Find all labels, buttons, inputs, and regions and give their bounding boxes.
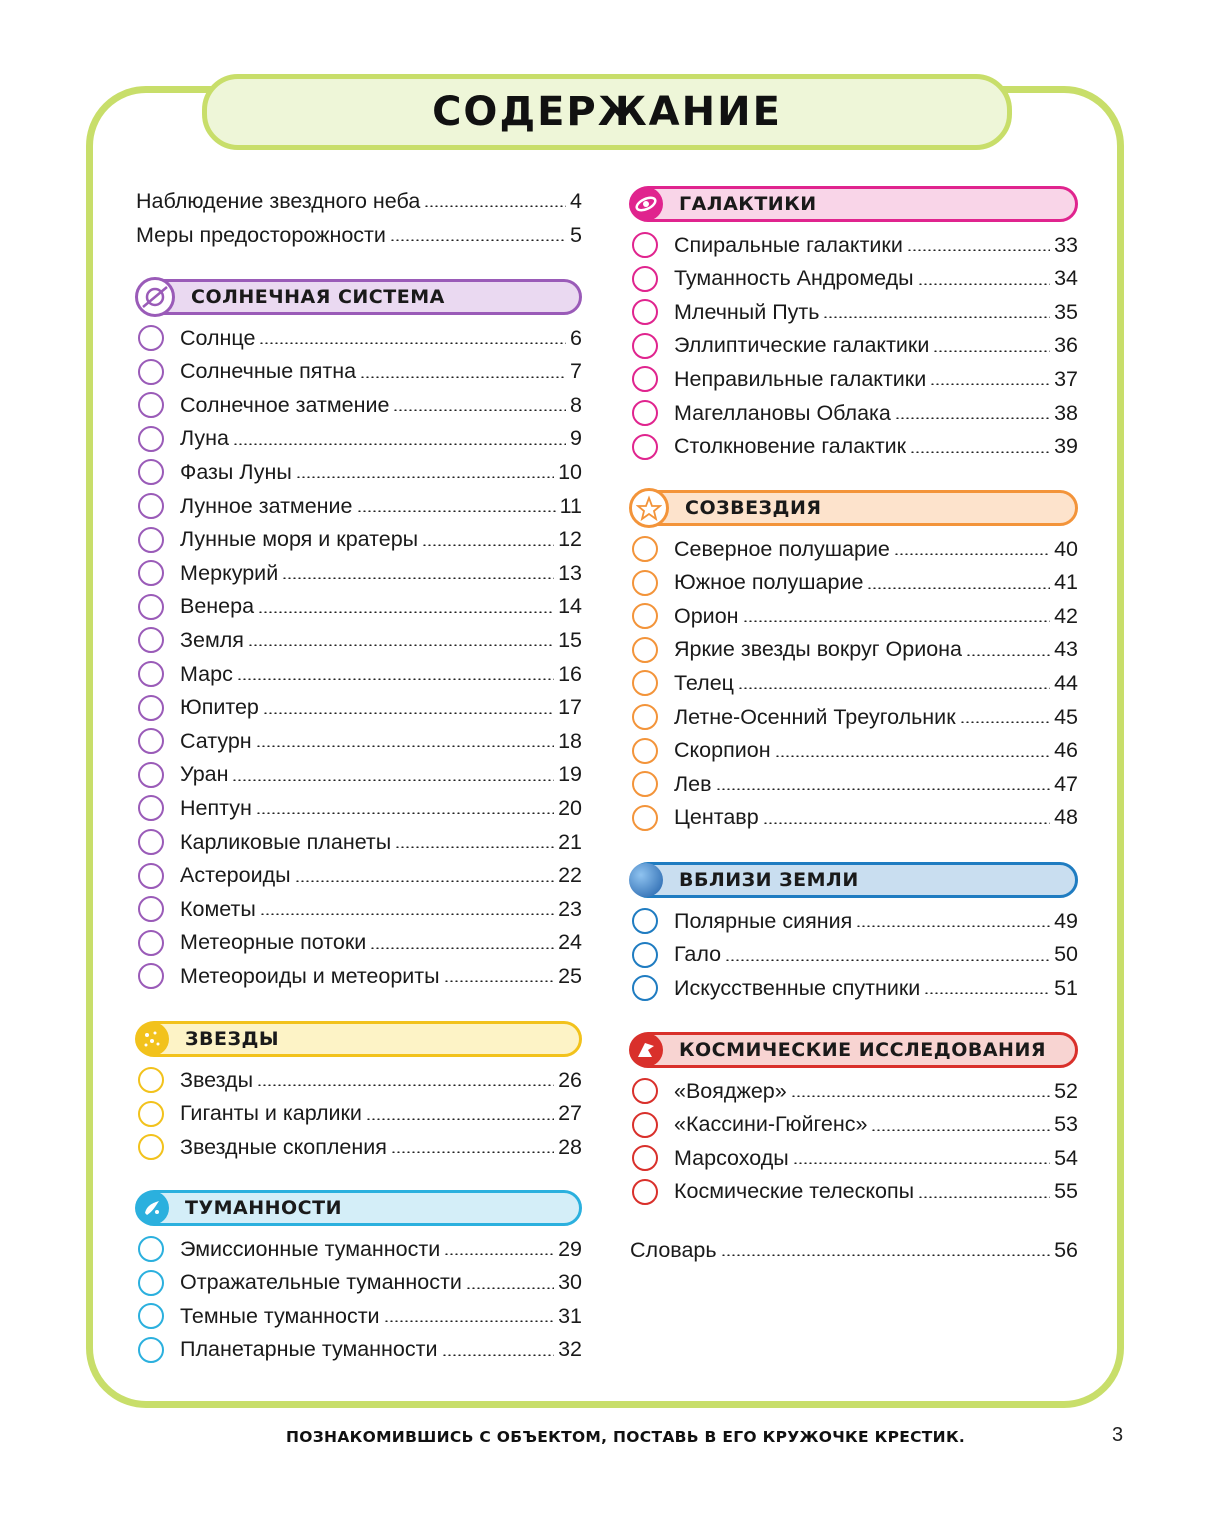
toc-checklist-entry[interactable]: [630, 767, 1078, 801]
leader-dots: [370, 947, 554, 949]
toc-checklist-entry[interactable]: [136, 926, 582, 960]
leader-dots: [390, 239, 566, 241]
checkbox-circle[interactable]: [138, 627, 164, 653]
checkbox-circle[interactable]: [632, 434, 658, 460]
leader-dots: [357, 510, 556, 512]
section-header-near-earth: [630, 862, 1078, 898]
leader-dots: [259, 342, 566, 344]
toc-checklist-entry[interactable]: [630, 566, 1078, 600]
toc-checklist-entry[interactable]: [136, 355, 582, 389]
checkbox-circle[interactable]: [138, 1134, 164, 1160]
entry-page: 31: [558, 1303, 582, 1328]
checkbox-circle[interactable]: [138, 695, 164, 721]
section-title: ТУМАННОСТИ: [185, 1197, 342, 1219]
entry-page: 29: [558, 1236, 582, 1261]
checkbox-circle[interactable]: [138, 963, 164, 989]
leader-dots: [424, 205, 566, 207]
entry-label: Яркие звезды вокруг Ориона: [674, 637, 963, 662]
leader-dots: [366, 1118, 554, 1120]
checkbox-circle[interactable]: [632, 670, 658, 696]
checkbox-circle[interactable]: [138, 359, 164, 385]
checkbox-circle[interactable]: [138, 795, 164, 821]
toc-checklist-entry[interactable]: [136, 724, 582, 758]
toc-checklist-entry[interactable]: [136, 623, 582, 657]
entry-label: Марсоходы: [674, 1145, 789, 1170]
entry-label: Отражательные туманности: [180, 1270, 462, 1295]
checkbox-circle[interactable]: [138, 930, 164, 956]
toc-checklist-entry[interactable]: [630, 1074, 1078, 1108]
page-number: 3: [1112, 1424, 1124, 1446]
leader-dots: [232, 779, 554, 781]
leader-dots: [296, 476, 554, 478]
toc-checklist-entry[interactable]: [136, 657, 582, 691]
toc-checklist-entry[interactable]: [630, 362, 1078, 396]
entry-page: 18: [558, 728, 582, 753]
entry-page: 44: [1054, 670, 1078, 695]
checkbox-circle[interactable]: [138, 1303, 164, 1329]
checkbox-circle[interactable]: [138, 594, 164, 620]
toc-checklist-entry[interactable]: [136, 859, 582, 893]
checkbox-circle[interactable]: [632, 637, 658, 663]
entry-label: Летне-Осенний Треугольник: [674, 704, 956, 729]
toc-checklist-entry[interactable]: [630, 532, 1078, 566]
entry-label: Звездные скопления: [180, 1134, 387, 1159]
entry-page: 17: [558, 695, 582, 720]
entry-page: 15: [558, 627, 582, 652]
entry-label: Млечный Путь: [674, 299, 820, 324]
leader-dots: [763, 822, 1050, 824]
toc-checklist-entry[interactable]: [136, 590, 582, 624]
checkbox-circle[interactable]: [632, 908, 658, 934]
toc-entry-safety[interactable]: [136, 218, 582, 252]
toc-checklist-entry[interactable]: [136, 892, 582, 926]
leader-dots: [384, 1320, 555, 1322]
entry-page: 35: [1054, 299, 1078, 324]
toc-entry-observation[interactable]: [136, 184, 582, 218]
page-title: СОДЕРЖАНИЕ: [432, 89, 782, 135]
right-column: [630, 184, 1078, 1384]
entry-page: 4: [570, 188, 582, 213]
section-title: ГАЛАКТИКИ: [679, 193, 817, 215]
entry-label: Планетарные туманности: [180, 1337, 438, 1362]
leader-dots: [867, 587, 1050, 589]
entry-label: Столкновение галактик: [674, 434, 907, 459]
entry-page: 9: [570, 426, 582, 451]
section-title: ЗВЕЗДЫ: [185, 1028, 280, 1050]
entry-label: Юпитер: [180, 695, 259, 720]
toc-checklist-entry[interactable]: [136, 556, 582, 590]
section-title: ВБЛИЗИ ЗЕМЛИ: [679, 869, 859, 891]
entry-label: Фазы Луны: [180, 459, 292, 484]
entry-page: 25: [558, 963, 582, 988]
entry-page: 43: [1054, 637, 1078, 662]
leader-dots: [391, 1151, 554, 1153]
leader-dots: [282, 577, 554, 579]
toc-entry-glossary[interactable]: [630, 1233, 1078, 1267]
leader-dots: [466, 1287, 554, 1289]
leader-dots: [910, 451, 1050, 453]
entry-label: Неправильные галактики: [674, 366, 927, 391]
leader-dots: [716, 788, 1051, 790]
toc-checklist-entry[interactable]: [136, 1097, 582, 1131]
toc-checklist-entry[interactable]: [136, 455, 582, 489]
title-banner: [202, 74, 1012, 150]
entry-label: Луна: [180, 426, 229, 451]
checkbox-circle[interactable]: [138, 829, 164, 855]
checkbox-circle[interactable]: [632, 1078, 658, 1104]
entry-page: 36: [1054, 333, 1078, 358]
leader-dots: [422, 544, 554, 546]
entry-label: Искусственные спутники: [674, 975, 921, 1000]
leader-dots: [966, 654, 1050, 656]
checkbox-circle[interactable]: [138, 493, 164, 519]
leader-dots: [933, 350, 1050, 352]
leader-dots: [256, 745, 554, 747]
entry-label: Марс: [180, 661, 233, 686]
leader-dots: [263, 712, 554, 714]
entry-label: Наблюдение звездного неба: [136, 188, 421, 213]
entry-label: Лунное затмение: [180, 493, 353, 518]
entry-page: 11: [559, 493, 582, 518]
toc-checklist-entry[interactable]: [630, 1175, 1078, 1209]
entry-page: 54: [1054, 1145, 1078, 1170]
leader-dots: [721, 1254, 1051, 1256]
checkbox-circle[interactable]: [138, 426, 164, 452]
toc-checklist-entry[interactable]: [136, 791, 582, 825]
entry-label: Магеллановы Облака: [674, 400, 891, 425]
toc-checklist-entry[interactable]: [136, 959, 582, 993]
entry-label: Сатурн: [180, 728, 252, 753]
toc-checklist-entry[interactable]: [630, 228, 1078, 262]
entry-label: Южное полушарие: [674, 570, 864, 595]
checkbox-circle[interactable]: [138, 896, 164, 922]
checkbox-circle[interactable]: [138, 325, 164, 351]
checkbox-circle[interactable]: [138, 863, 164, 889]
leader-dots: [256, 812, 554, 814]
footer-instruction: ПОЗНАКОМИВШИСЬ С ОБЪЕКТОМ, ПОСТАВЬ В ЕГО КРУЖОЧКЕ КРЕСТИК.: [286, 1428, 966, 1446]
leader-dots: [444, 1253, 554, 1255]
checkbox-circle[interactable]: [632, 1112, 658, 1138]
leader-dots: [360, 376, 566, 378]
entry-page: 8: [570, 392, 582, 417]
checkbox-circle[interactable]: [138, 527, 164, 553]
leader-dots: [260, 913, 554, 915]
entry-label: Телец: [674, 670, 734, 695]
checkbox-circle[interactable]: [138, 459, 164, 485]
entry-page: 41: [1054, 570, 1078, 595]
entry-label: Темные туманности: [180, 1303, 380, 1328]
leader-dots: [395, 846, 554, 848]
entry-page: 5: [570, 222, 582, 247]
checkbox-circle[interactable]: [632, 738, 658, 764]
entry-page: 34: [1054, 266, 1078, 291]
leader-dots: [791, 1095, 1050, 1097]
checkbox-circle[interactable]: [138, 1067, 164, 1093]
toc-checklist-entry[interactable]: [136, 758, 582, 792]
toc-checklist-entry[interactable]: [630, 700, 1078, 734]
checkbox-circle[interactable]: [632, 942, 658, 968]
checkbox-circle[interactable]: [632, 805, 658, 831]
leader-dots: [960, 721, 1050, 723]
entry-label: Центавр: [674, 805, 759, 830]
entry-page: 37: [1054, 366, 1078, 391]
entry-page: 10: [558, 459, 582, 484]
entry-label: Лев: [674, 771, 712, 796]
leader-dots: [393, 409, 566, 411]
star-cluster-icon: [135, 1022, 169, 1056]
entry-page: 50: [1054, 942, 1078, 967]
leader-dots: [793, 1162, 1050, 1164]
entry-page: 42: [1054, 603, 1078, 628]
toc-checklist-entry[interactable]: [136, 1063, 582, 1097]
entry-label: Спиральные галактики: [674, 232, 903, 257]
toc-checklist-entry[interactable]: [136, 1333, 582, 1367]
entry-page: 39: [1054, 434, 1078, 459]
spacecraft-icon: [629, 1033, 663, 1067]
checkbox-circle[interactable]: [632, 771, 658, 797]
leader-dots: [918, 283, 1050, 285]
constellation-icon: [629, 488, 669, 528]
checkbox-circle[interactable]: [632, 366, 658, 392]
checkbox-circle[interactable]: [632, 704, 658, 730]
section-header-galaxies: [630, 186, 1078, 222]
entry-page: 30: [558, 1270, 582, 1295]
checkbox-circle[interactable]: [138, 661, 164, 687]
leader-dots: [725, 959, 1050, 961]
entry-label: Кометы: [180, 896, 256, 921]
section-header-exploration: [630, 1032, 1078, 1068]
toc-checklist-entry[interactable]: [136, 1130, 582, 1164]
entry-page: 12: [558, 527, 582, 552]
entry-page: 55: [1054, 1179, 1078, 1204]
entry-label: Словарь: [630, 1237, 717, 1262]
entry-page: 21: [558, 829, 582, 854]
toc-checklist-entry[interactable]: [630, 801, 1078, 835]
entry-label: «Кассини-Гюйгенс»: [674, 1112, 868, 1137]
toc-checklist-entry[interactable]: [630, 904, 1078, 938]
toc-checklist-entry[interactable]: [630, 295, 1078, 329]
entry-label: Полярные сияния: [674, 908, 853, 933]
entry-page: 23: [558, 896, 582, 921]
entry-page: 38: [1054, 400, 1078, 425]
entry-label: Астероиды: [180, 863, 291, 888]
entry-page: 7: [570, 359, 582, 384]
entry-label: Солнце: [180, 325, 256, 350]
entry-label: Метеороиды и метеориты: [180, 963, 440, 988]
section-header-solar-system: [136, 279, 582, 315]
entry-label: Солнечное затмение: [180, 392, 390, 417]
section-header-nebulae: [136, 1190, 582, 1226]
checkbox-circle[interactable]: [138, 1236, 164, 1262]
checkbox-circle[interactable]: [632, 299, 658, 325]
checkbox-circle[interactable]: [632, 975, 658, 1001]
nebula-icon: [135, 1191, 169, 1225]
section-title: СОЗВЕЗДИЯ: [685, 497, 822, 519]
entry-label: Уран: [180, 762, 229, 787]
checkbox-circle[interactable]: [138, 1337, 164, 1363]
toc-checklist-entry[interactable]: [630, 1108, 1078, 1142]
entry-page: 52: [1054, 1078, 1078, 1103]
entry-label: Меркурий: [180, 560, 279, 585]
entry-label: Космические телескопы: [674, 1179, 915, 1204]
entry-page: 53: [1054, 1112, 1078, 1137]
entry-label: Венера: [180, 594, 255, 619]
planet-icon: [135, 277, 175, 317]
toc-checklist-entry[interactable]: [136, 1299, 582, 1333]
leader-dots: [895, 417, 1050, 419]
entry-label: Лунные моря и кратеры: [180, 527, 419, 552]
section-title: СОЛНЕЧНАЯ СИСТЕМА: [191, 286, 445, 308]
entry-label: Туманность Андромеды: [674, 266, 914, 291]
entry-label: Меры предосторожности: [136, 222, 386, 247]
entry-label: Скорпион: [674, 738, 771, 763]
checkbox-circle[interactable]: [632, 1179, 658, 1205]
entry-label: Гиганты и карлики: [180, 1101, 362, 1126]
toc-checklist-entry[interactable]: [136, 825, 582, 859]
checkbox-circle[interactable]: [632, 603, 658, 629]
leader-dots: [894, 553, 1050, 555]
toc-checklist-entry[interactable]: [630, 1141, 1078, 1175]
checkbox-circle[interactable]: [138, 728, 164, 754]
leader-dots: [871, 1129, 1050, 1131]
leader-dots: [237, 678, 554, 680]
leader-dots: [823, 316, 1050, 318]
earth-icon: [629, 863, 663, 897]
leader-dots: [444, 980, 554, 982]
entry-label: Северное полушарие: [674, 536, 890, 561]
leader-dots: [442, 1354, 555, 1356]
leader-dots: [743, 620, 1051, 622]
entry-page: 19: [558, 762, 582, 787]
leader-dots: [907, 249, 1050, 251]
toc-checklist-entry[interactable]: [630, 396, 1078, 430]
leader-dots: [257, 1084, 554, 1086]
entry-label: Карликовые планеты: [180, 829, 392, 854]
leader-dots: [918, 1196, 1050, 1198]
toc-checklist-entry[interactable]: [136, 691, 582, 725]
entry-page: 14: [558, 594, 582, 619]
toc-checklist-entry[interactable]: [136, 489, 582, 523]
toc-checklist-entry[interactable]: [630, 666, 1078, 700]
entry-page: 48: [1054, 805, 1078, 830]
checkbox-circle[interactable]: [632, 536, 658, 562]
entry-label: Метеорные потоки: [180, 930, 367, 955]
leader-dots: [258, 611, 554, 613]
entry-page: 26: [558, 1067, 582, 1092]
checkbox-circle[interactable]: [632, 266, 658, 292]
toc-checklist-entry[interactable]: [136, 422, 582, 456]
leader-dots: [930, 383, 1050, 385]
entry-label: «Вояджер»: [674, 1078, 787, 1103]
entry-page: 56: [1054, 1237, 1078, 1262]
section-header-stars: [136, 1021, 582, 1057]
entry-page: 27: [558, 1101, 582, 1126]
checkbox-circle[interactable]: [138, 1101, 164, 1127]
entry-page: 40: [1054, 536, 1078, 561]
entry-page: 33: [1054, 232, 1078, 257]
left-column: [136, 184, 582, 1384]
entry-label: Земля: [180, 627, 244, 652]
toc-checklist-entry[interactable]: [136, 321, 582, 355]
toc-checklist-entry[interactable]: [630, 734, 1078, 768]
toc-checklist-entry[interactable]: [630, 971, 1078, 1005]
toc-checklist-entry[interactable]: [136, 523, 582, 557]
leader-dots: [775, 755, 1051, 757]
entry-label: Солнечные пятна: [180, 359, 357, 384]
entry-page: 20: [558, 795, 582, 820]
leader-dots: [924, 992, 1050, 994]
toc-checklist-entry[interactable]: [136, 1232, 582, 1266]
toc-checklist-entry[interactable]: [630, 262, 1078, 296]
entry-label: Орион: [674, 603, 739, 628]
entry-label: Эмиссионные туманности: [180, 1236, 441, 1261]
entry-label: Эллиптические галактики: [674, 333, 930, 358]
checkbox-circle[interactable]: [138, 392, 164, 418]
leader-dots: [738, 687, 1050, 689]
entry-page: 6: [570, 325, 582, 350]
checkbox-circle[interactable]: [632, 1145, 658, 1171]
toc-checklist-entry[interactable]: [630, 430, 1078, 464]
entry-page: 28: [558, 1134, 582, 1159]
checkbox-circle[interactable]: [632, 570, 658, 596]
entry-label: Нептун: [180, 795, 252, 820]
entry-page: 16: [558, 661, 582, 686]
entry-page: 47: [1054, 771, 1078, 796]
leader-dots: [295, 880, 555, 882]
entry-page: 22: [558, 863, 582, 888]
entry-page: 32: [558, 1337, 582, 1362]
toc-checklist-entry[interactable]: [630, 329, 1078, 363]
leader-dots: [248, 644, 554, 646]
leader-dots: [856, 925, 1050, 927]
checkbox-circle[interactable]: [138, 560, 164, 586]
leader-dots: [233, 443, 566, 445]
checkbox-circle[interactable]: [138, 1270, 164, 1296]
entry-page: 24: [558, 930, 582, 955]
entry-label: Звезды: [180, 1067, 254, 1092]
toc-checklist-entry[interactable]: [630, 599, 1078, 633]
toc-checklist-entry[interactable]: [630, 938, 1078, 972]
entry-label: Гало: [674, 942, 722, 967]
checkbox-circle[interactable]: [632, 232, 658, 258]
toc-checklist-entry[interactable]: [630, 633, 1078, 667]
toc-checklist-entry[interactable]: [136, 388, 582, 422]
entry-page: 46: [1054, 738, 1078, 763]
section-title: КОСМИЧЕСКИЕ ИССЛЕДОВАНИЯ: [679, 1039, 1046, 1061]
toc-checklist-entry[interactable]: [136, 1266, 582, 1300]
entry-page: 45: [1054, 704, 1078, 729]
galaxy-icon: [629, 187, 663, 221]
entry-page: 51: [1054, 975, 1078, 1000]
section-header-constellations: [630, 490, 1078, 526]
entry-page: 13: [558, 560, 582, 585]
checkbox-circle[interactable]: [632, 400, 658, 426]
checkbox-circle[interactable]: [138, 762, 164, 788]
entry-page: 49: [1054, 908, 1078, 933]
checkbox-circle[interactable]: [632, 333, 658, 359]
